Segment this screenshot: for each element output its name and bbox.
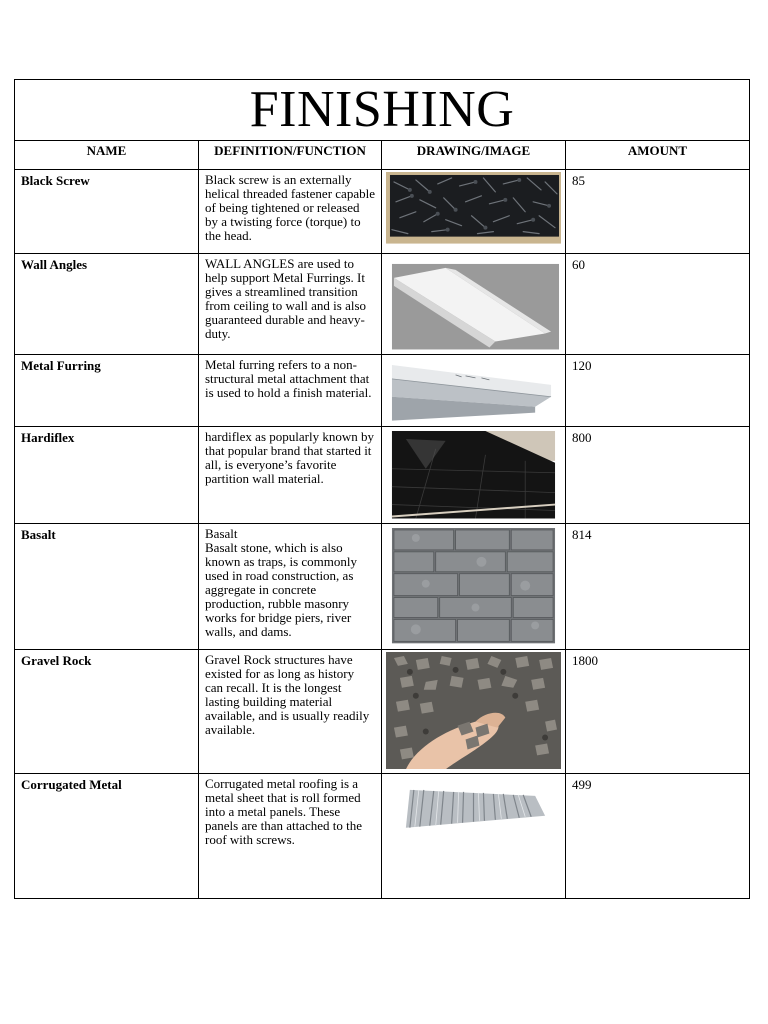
item-image-cell bbox=[382, 774, 566, 899]
item-image-cell bbox=[382, 170, 566, 254]
item-amount: 800 bbox=[566, 427, 750, 524]
item-name: Corrugated Metal bbox=[15, 774, 199, 899]
finishing-table bbox=[14, 79, 750, 899]
item-name: Basalt bbox=[15, 524, 199, 650]
item-definition-title: Basalt bbox=[205, 526, 238, 541]
table-row bbox=[15, 427, 750, 524]
item-image-cell bbox=[382, 524, 566, 650]
header-name: NAME bbox=[15, 141, 199, 170]
item-amount: 120 bbox=[566, 355, 750, 427]
table-row bbox=[15, 650, 750, 774]
item-name: Black Screw bbox=[15, 170, 199, 254]
item-image-cell bbox=[382, 254, 566, 355]
hardiflex-board-photo bbox=[386, 429, 561, 520]
item-image-cell bbox=[382, 427, 566, 524]
corrugated-metal-photo bbox=[386, 776, 561, 894]
item-name: Gravel Rock bbox=[15, 650, 199, 774]
table-row bbox=[15, 524, 750, 650]
table-row bbox=[15, 355, 750, 427]
item-definition: Metal furring refers to a non-structural metal attachment that is used to hold a finish material. bbox=[199, 355, 382, 427]
table-row bbox=[15, 774, 750, 899]
page-title: FINISHING bbox=[249, 81, 515, 138]
wall-angle-photo bbox=[386, 256, 561, 351]
item-definition: Black screw is an externally helical threaded fastener capable of being tightened or released by a twisting force (torque) to the head. bbox=[199, 170, 382, 254]
item-definition: Corrugated metal roofing is a metal sheet that is roll formed into a metal panels. These panels are than attached to the roof with screws. bbox=[199, 774, 382, 899]
item-definition: Basalt stone, which is also known as traps, is commonly used in road construction, as aggregate in concrete production, rubble masonry works for bridge piers, river walls, and dams. bbox=[205, 540, 358, 639]
table-row bbox=[15, 254, 750, 355]
item-definition: Gravel Rock structures have existed for as long as history can recall. It is the longest lasting building material available, and is usually readily available. bbox=[199, 650, 382, 774]
item-definition-cell bbox=[199, 524, 382, 650]
header-amount: AMOUNT bbox=[566, 141, 750, 170]
black-screws-photo bbox=[386, 172, 561, 244]
header-definition: DEFINITION/FUNCTION bbox=[199, 141, 382, 170]
gravel-rock-photo bbox=[386, 652, 561, 769]
item-amount: 1800 bbox=[566, 650, 750, 774]
item-amount: 499 bbox=[566, 774, 750, 899]
item-definition: WALL ANGLES are used to help support Metal Furrings. It gives a streamlined transition from ceiling to wall and is also guaranteed durable and heavy-duty. bbox=[199, 254, 382, 355]
basalt-stone-photo bbox=[386, 526, 561, 645]
item-name: Wall Angles bbox=[15, 254, 199, 355]
item-name: Hardiflex bbox=[15, 427, 199, 524]
item-amount: 85 bbox=[566, 170, 750, 254]
title-cell bbox=[15, 80, 750, 141]
metal-furring-photo bbox=[386, 357, 561, 423]
header-row bbox=[15, 141, 750, 170]
item-image-cell bbox=[382, 355, 566, 427]
item-amount: 814 bbox=[566, 524, 750, 650]
item-definition: hardiflex as popularly known by that popular brand that started it all, is everyone’s favorite partition wall material. bbox=[199, 427, 382, 524]
item-image-cell bbox=[382, 650, 566, 774]
item-name: Metal Furring bbox=[15, 355, 199, 427]
item-amount: 60 bbox=[566, 254, 750, 355]
header-drawing: DRAWING/IMAGE bbox=[382, 141, 566, 170]
table-row bbox=[15, 170, 750, 254]
